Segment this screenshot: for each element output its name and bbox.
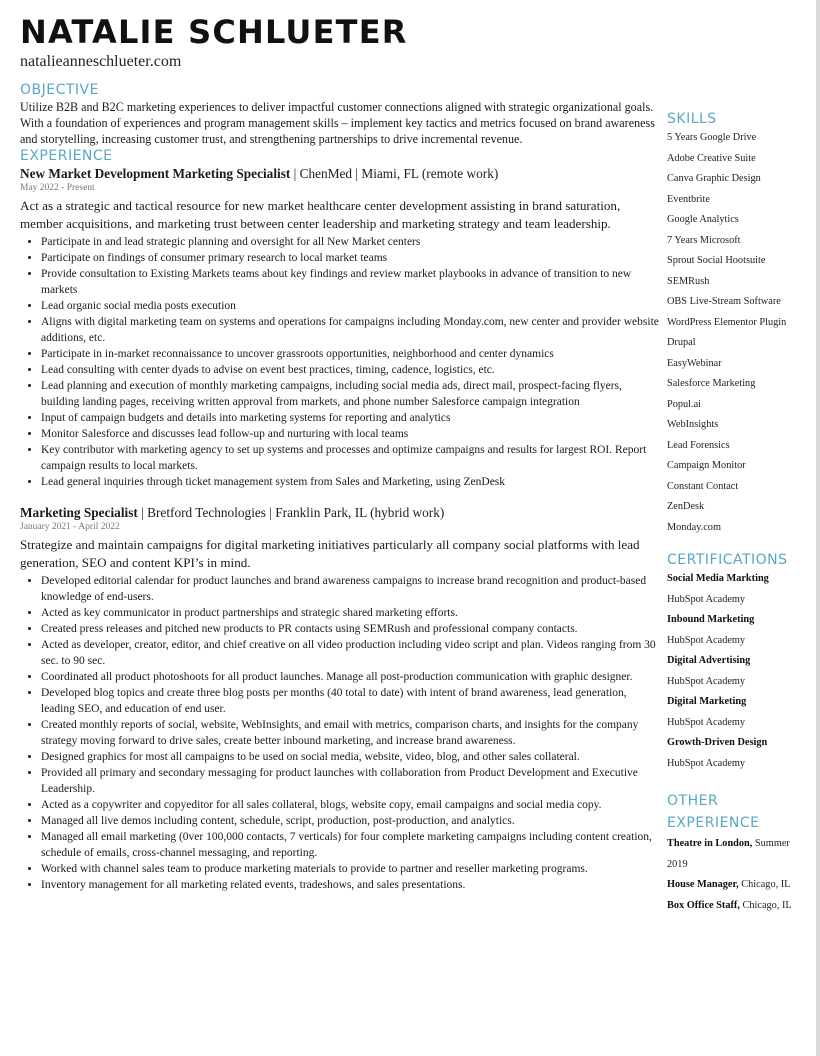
job-bullet: • Aligns with digital marketing team on systems and operations for campaigns including Monday.com, new center and provider website additions, etc.: [41, 314, 660, 346]
skill-item: SEMRush: [667, 275, 710, 287]
job-bullet: • Acted as developer, creator, editor, and chief creative on all video production including video script and plan. Videos ranging from 30 sec. to 90 sec.: [41, 637, 660, 669]
skill-item: WebInsights: [667, 419, 719, 430]
job-summary: Act as a strategic and tactical resource for new market healthcare center development assisting in brand saturation, member acquisitions, and marketing trust between center leadership and marketing strategy and team leadership.: [20, 198, 621, 231]
skills-list: [667, 128, 812, 538]
certification-issuer: HubSpot Academy: [667, 716, 746, 728]
candidate-name: NATALIE SCHLUETER: [20, 13, 408, 51]
skill-item: Salesforce Marketing: [667, 378, 756, 389]
job-bullet: • Designed graphics for most all campaigns to be used on social media, website, video, blog, and other sales collateral.: [41, 749, 660, 765]
certification-name: Digital Advertising: [667, 655, 751, 666]
skill-item: Lead Forensics: [667, 439, 730, 451]
job-details: | Bretford Technologies | Franklin Park, IL (hybrid work): [137, 505, 445, 520]
other-experience-detail: Chicago, IL: [739, 899, 792, 911]
job-bullet: • Key contributor with marketing agency to set up systems and processes and optimize campaigns and results for largest ROI. Report campaign results to local markets.: [41, 442, 660, 474]
job-summary: Strategize and maintain campaigns for digital marketing initiatives particularly all company social platforms with lead generation, SEO and content KPI’s in mind.: [20, 537, 640, 570]
certification-issuer: HubSpot Academy: [667, 757, 746, 769]
skill-item: Constant Contact: [667, 480, 739, 492]
skill-item: Campaign Monitor: [667, 460, 746, 471]
experience-heading: EXPERIENCE: [20, 148, 113, 164]
job-dates: May 2022 - Present: [20, 183, 95, 193]
job-bullets: [20, 573, 660, 893]
job-bullet: • Managed all email marketing (0ver 100,000 contacts, 7 verticals) for four complete marketing campaigns including content creation, schedule of emails, cross-channel messaging, and reporting.: [41, 829, 660, 861]
job-bullet: • Created press releases and pitched new products to PR contacts using SEMRush and professional company contacts.: [41, 621, 660, 637]
skill-item: 5 Years Google Drive: [667, 132, 757, 143]
other-experience-item: [667, 834, 812, 875]
job-bullet: • Created monthly reports of social, website, WebInsights, and email with metrics, comparison charts, and insights for the company strategy moving forward to drive sales, create better inbound marketing, and increase brand awareness.: [41, 717, 660, 749]
job-header: [20, 504, 660, 521]
website-link[interactable]: natalieanneschlueter.com: [20, 53, 182, 70]
skill-item: Google Analytics: [667, 214, 739, 225]
main-column: [20, 81, 660, 893]
page-edge-shadow: [816, 0, 820, 1056]
job-entry: [20, 165, 660, 490]
certifications-list: [667, 569, 812, 774]
other-experience-role: Theatre in London,: [667, 838, 753, 849]
objective-text: Utilize B2B and B2C marketing experiences to deliver impactful customer connections aligned with strategic organizational goals. With a foundation of experiences and program management skills – implement key tactics and metrics focused on brand awareness and storytelling, increasing customer trust, and strengthening partnerships to drive incremental revenue.: [20, 100, 655, 146]
job-bullet: • Coordinated all product photoshoots for all product launches. Manage all post-production communication with graphic designer.: [41, 669, 660, 685]
job-title: Marketing Specialist: [20, 505, 138, 520]
other-experience-heading-line1: OTHER: [667, 793, 719, 809]
job-title: New Market Development Marketing Specialist: [20, 166, 291, 181]
skill-item: Monday.com: [667, 521, 721, 533]
other-experience-detail: Chicago, IL: [738, 879, 791, 890]
job-bullet: • Worked with channel sales team to produce marketing materials to provide to partner and reseller marketing programs.: [41, 861, 660, 877]
sidebar: [667, 110, 812, 916]
job-bullet: • Input of campaign budgets and details into marketing systems for reporting and analytics: [41, 410, 660, 426]
certification-name: Inbound Marketing: [667, 614, 755, 625]
job-dates: January 2021 - April 2022: [20, 522, 120, 532]
job-bullet: • Lead organic social media posts execution: [41, 298, 660, 314]
certifications-heading: CERTIFICATIONS: [667, 552, 788, 568]
skill-item: EasyWebinar: [667, 357, 722, 369]
skill-item: 7 Years Microsoft: [667, 234, 741, 246]
job-bullet: • Inventory management for all marketing related events, tradeshows, and sales presentations.: [41, 877, 660, 893]
job-bullet: • Lead general inquiries through ticket management system from Sales and Marketing, using ZenDesk: [41, 474, 660, 490]
job-details: | ChenMed | Miami, FL (remote work): [290, 166, 499, 181]
other-experience-heading: [667, 790, 812, 834]
skill-item: Eventbrite: [667, 193, 710, 205]
skill-item: Adobe Creative Suite: [667, 152, 756, 164]
job-bullet: • Lead consulting with center dyads to advise on event best practices, timing, cadence, logistics, etc.: [41, 362, 660, 378]
other-experience-role: House Manager,: [667, 879, 739, 890]
job-bullet: • Acted as key communicator in product partnerships and strategic shared marketing efforts.: [41, 605, 660, 621]
other-experience-item: [667, 896, 812, 917]
certification-issuer: HubSpot Academy: [667, 675, 746, 687]
skill-item: Sprout Social Hootsuite: [667, 255, 766, 266]
job-bullet: • Participate on findings of consumer primary research to local market teams: [41, 250, 660, 266]
skill-item: OBS Live-Stream Software: [667, 296, 781, 307]
skill-item: WordPress Elementor Plugin: [667, 316, 787, 328]
job-header: [20, 165, 660, 182]
skill-item: Popul.ai: [667, 398, 702, 410]
job-bullet: • Participate in and lead strategic planning and oversight for all New Market centers: [41, 234, 660, 250]
skills-heading: SKILLS: [667, 111, 717, 127]
other-experience-role: Box Office Staff,: [667, 899, 740, 911]
job-bullet: • Lead planning and execution of monthly marketing campaigns, including social media ads, direct mail, prospect-facing flyers, building landing pages, receiving written approval from markets, and phone number Salesforce campaign integration: [41, 378, 660, 410]
job-bullet: • Provide consultation to Existing Markets teams about key findings and review market playbooks in advance of transition to new markets: [41, 266, 660, 298]
job-bullet: • Monitor Salesforce and discusses lead follow-up and nurturing with local teams: [41, 426, 660, 442]
job-bullet: • Provided all primary and secondary messaging for product launches with collaboration from Product Development and Executive Leadership.: [41, 765, 660, 797]
job-bullet: • Participate in in-market reconnaissance to uncover grassroots opportunities, neighborhood and center dynamics: [41, 346, 660, 362]
certification-name: Social Media Markting: [667, 573, 769, 584]
job-bullet: • Managed all live demos including content, schedule, script, production, post-production, and analytics.: [41, 813, 660, 829]
job-bullets: [20, 234, 660, 490]
other-experience-heading-line2: EXPERIENCE: [667, 815, 760, 831]
skill-item: Canva Graphic Design: [667, 173, 761, 184]
other-experience-item: [667, 875, 812, 896]
job-bullet: • Developed editorial calendar for product launches and brand awareness campaigns to increase brand recognition and product-based knowledge of end-users.: [41, 573, 660, 605]
job-bullet: • Acted as a copywriter and copyeditor for all sales collateral, blogs, website copy, email campaigns and social media copy.: [41, 797, 660, 813]
skill-item: Drupal: [667, 337, 696, 348]
objective-heading: OBJECTIVE: [20, 82, 99, 98]
skill-item: ZenDesk: [667, 501, 705, 512]
certification-name: Digital Marketing: [667, 696, 747, 707]
other-experience-detail: Summer 2019: [667, 838, 790, 870]
job-entry: [20, 504, 660, 893]
certification-name: Growth-Driven Design: [667, 737, 768, 748]
certification-issuer: HubSpot Academy: [667, 593, 746, 605]
job-bullet: • Developed blog topics and create three blog posts per months (40 total to date) with intent of brand awareness, lead generation, leading SEO, and education of end user.: [41, 685, 660, 717]
certification-issuer: HubSpot Academy: [667, 634, 746, 646]
